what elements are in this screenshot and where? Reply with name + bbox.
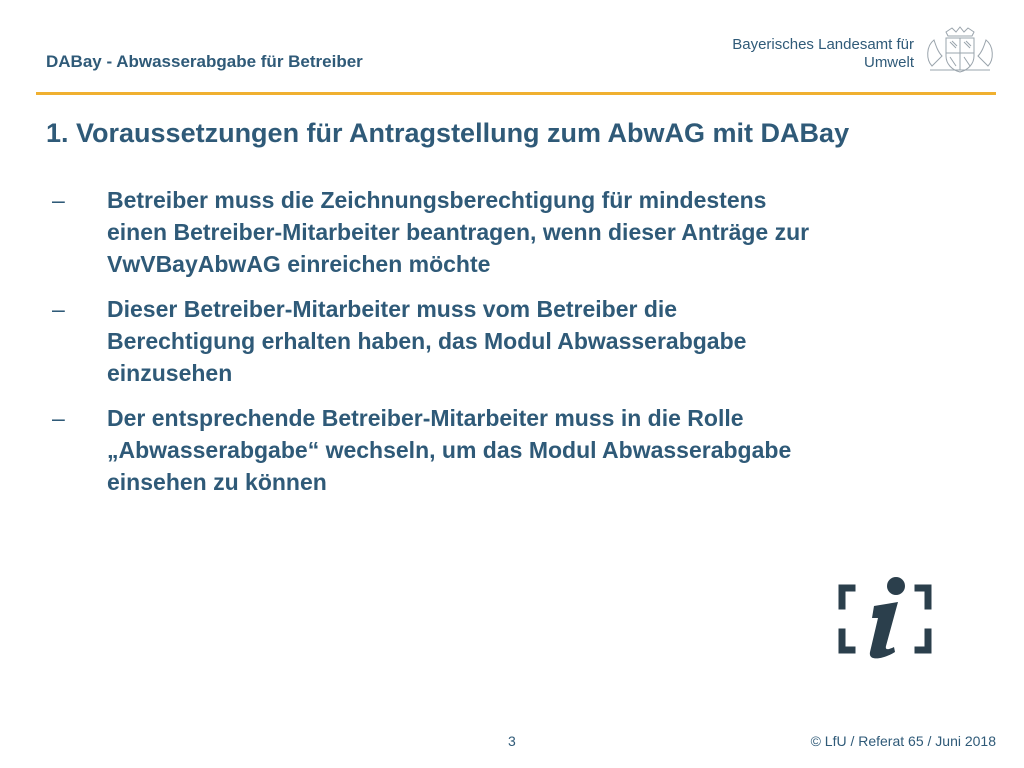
header-title: DABay - Abwasserabgabe für Betreiber <box>46 52 363 71</box>
bullet-line: Berechtigung erhalten haben, das Modul Abwasserabgabe <box>107 328 747 354</box>
bullet-list <box>52 184 982 511</box>
bullet-line: Dieser Betreiber-Mitarbeiter muss vom Betreiber die <box>107 296 678 322</box>
bullet-line: Betreiber muss die Zeichnungsberechtigung für mindestens <box>107 187 767 213</box>
bullet-item <box>52 184 982 280</box>
bullet-line: VwVBayAbwAG einreichen möchte <box>107 251 491 277</box>
bullet-line: Der entsprechende Betreiber-Mitarbeiter muss in die Rolle <box>107 405 744 431</box>
bullet-line: einzusehen <box>107 360 233 386</box>
organization-name-line-2: Umwelt <box>863 54 914 71</box>
bavarian-coat-of-arms-icon <box>922 26 998 74</box>
info-icon <box>822 566 948 672</box>
page-number: 3 <box>508 733 516 749</box>
bullet-line: einsehen zu können <box>107 469 327 495</box>
header-divider <box>36 92 996 95</box>
organization-name <box>732 36 914 72</box>
bullet-item <box>52 293 982 389</box>
bullet-item <box>52 402 982 498</box>
footer-copyright: © LfU / Referat 65 / Juni 2018 <box>810 733 996 749</box>
bullet-marker: – <box>52 296 65 322</box>
organization-name-line-1: Bayerisches Landesamt für <box>732 36 914 53</box>
slide-heading: 1. Voraussetzungen für Antragstellung zum AbwAG mit DABay <box>46 118 850 148</box>
bullet-marker: – <box>52 405 65 431</box>
bullet-line: einen Betreiber-Mitarbeiter beantragen, wenn dieser Anträge zur <box>107 219 810 245</box>
bullet-line: „Abwasserabgabe“ wechseln, um das Modul Abwasserabgabe <box>107 437 792 463</box>
bullet-marker: – <box>52 187 65 213</box>
